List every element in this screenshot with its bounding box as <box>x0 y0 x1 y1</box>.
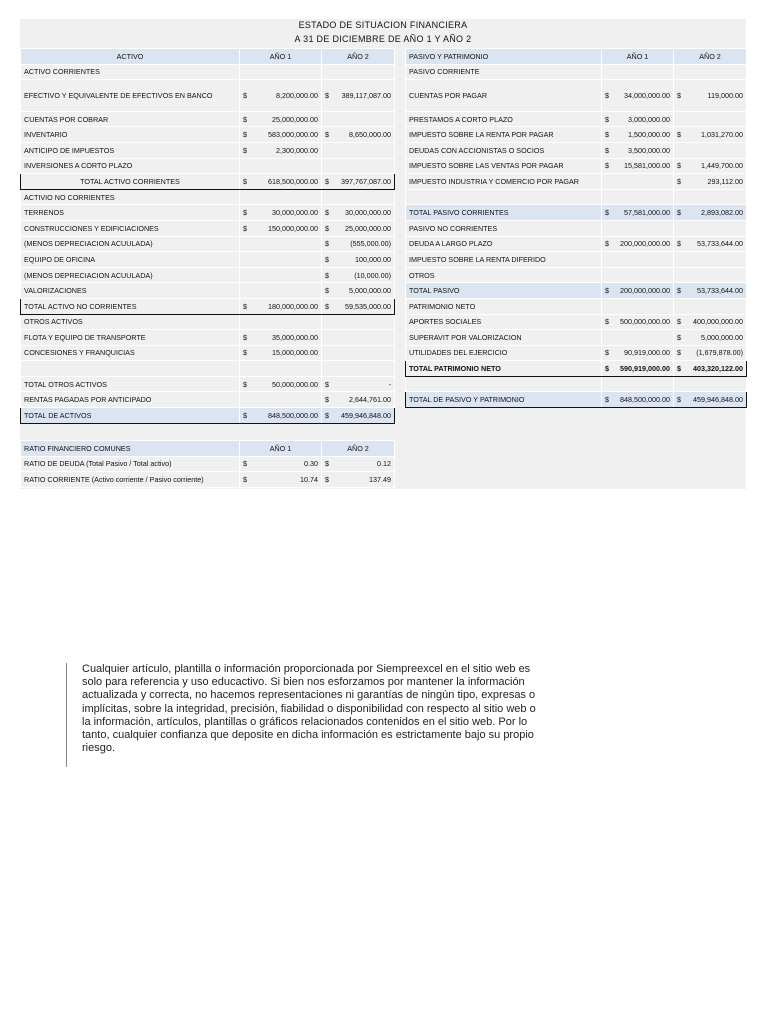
column-header: ACTIVO <box>21 49 240 65</box>
row-label: RATIO CORRIENTE (Activo corriente / Pasivo corriente) <box>21 472 240 488</box>
table-row <box>406 111 747 127</box>
table-row <box>406 252 747 268</box>
currency-symbol: $ <box>677 348 681 358</box>
row-label: TOTAL OTROS ACTIVOS <box>21 376 240 392</box>
currency-symbol: $ <box>677 395 681 405</box>
amount-value: 90,919,000.00 <box>624 348 670 358</box>
amount-cell <box>674 80 747 112</box>
row-label: IMPUESTO SOBRE LA RENTA DIFERIDO <box>406 252 602 268</box>
amount-cell <box>602 345 674 361</box>
row-label: (MENOS DEPRECIACION ACUULADA) <box>21 267 240 283</box>
amount-value: 0.30 <box>304 459 318 469</box>
row-label: TOTAL DE PASIVO Y PATRIMONIO <box>406 392 602 408</box>
table-row <box>406 64 747 80</box>
row-label: TOTAL ACTIVO CORRIENTES <box>21 174 240 190</box>
row-label: ANTICIPO DE IMPUESTOS <box>21 142 240 158</box>
row-label <box>406 189 602 205</box>
table-row <box>21 142 395 158</box>
amount-value: 15,000,000.00 <box>272 348 318 358</box>
row-label: INVERSIONES A CORTO PLAZO <box>21 158 240 174</box>
amount-value: 5,000,000.00 <box>701 332 743 342</box>
amount-value: 1,500,000.00 <box>628 130 670 140</box>
amount-cell <box>322 174 395 190</box>
disclaimer-text: Cualquier artículo, plantilla o información proporcionada por Siempreexcel en el sitio web es solo para referencia y uso educactivo. Si bien nos esforzamos por mantener la información actualizada y correcta, no hacemos representaciones ni garantías de ningún tipo, expresas o implícitas, sobre la integridad, precisión, fiabilidad o disponibilidad con respecto al sitio web o la información, artículos, plantillas o gráficos relacionados contenidos en el sitio web. Por lo tanto, cualquier confianza que deposite en dicha información es estrictamente bajo su propio riesgo. <box>66 663 546 767</box>
amount-cell <box>322 345 395 361</box>
amount-value: 53,733,644.00 <box>697 239 743 249</box>
amount-value: 1,449,700.00 <box>701 161 743 171</box>
table-row <box>406 376 747 392</box>
currency-symbol: $ <box>243 332 247 342</box>
amount-value: 403,320,122.00 <box>693 364 743 374</box>
table-row <box>406 330 747 346</box>
currency-symbol: $ <box>325 223 329 233</box>
amount-cell <box>602 361 674 377</box>
row-label: IMPUESTO SOBRE LA RENTA POR PAGAR <box>406 127 602 143</box>
row-label: DEUDA A LARGO PLAZO <box>406 236 602 252</box>
amount-cell <box>322 472 395 488</box>
table-row <box>21 80 395 112</box>
amount-cell <box>322 392 395 408</box>
amount-value: 8,200,000.00 <box>276 90 318 100</box>
amount-value: 3,000,000.00 <box>628 114 670 124</box>
table-row <box>406 283 747 299</box>
amount-value: 459,946,848.00 <box>341 410 391 420</box>
amount-value: 35,000,000.00 <box>272 332 318 342</box>
ratios-table <box>20 440 395 488</box>
amount-value: 293,112.00 <box>707 176 743 186</box>
currency-symbol: $ <box>605 239 609 249</box>
amount-cell <box>240 205 322 221</box>
currency-symbol: $ <box>605 317 609 327</box>
amount-value: 150,000,000.00 <box>268 223 318 233</box>
amount-cell <box>322 205 395 221</box>
amount-cell <box>674 142 747 158</box>
row-label: APORTES SOCIALES <box>406 314 602 330</box>
amount-cell <box>322 142 395 158</box>
currency-symbol: $ <box>243 130 247 140</box>
row-label: TERRENOS <box>21 205 240 221</box>
row-label: EFECTIVO Y EQUIVALENTE DE EFECTIVOS EN BANCO <box>21 80 240 112</box>
table-row <box>21 252 395 268</box>
amount-value: 15,581,000.00 <box>624 161 670 171</box>
amount-cell <box>240 330 322 346</box>
amount-cell <box>674 174 747 190</box>
currency-symbol: $ <box>605 161 609 171</box>
currency-symbol: $ <box>325 208 329 218</box>
table-row <box>21 392 395 408</box>
row-label <box>406 376 602 392</box>
amount-cell <box>602 205 674 221</box>
row-label: UTILIDADES DEL EJERCICIO <box>406 345 602 361</box>
amount-cell <box>602 392 674 408</box>
currency-symbol: $ <box>677 208 681 218</box>
amount-value: (555,000.00) <box>350 239 391 249</box>
amount-value: (10,000.00) <box>354 270 391 280</box>
row-label: EQUIPO DE OFICINA <box>21 252 240 268</box>
currency-symbol: $ <box>243 348 247 358</box>
currency-symbol: $ <box>677 332 681 342</box>
currency-symbol: $ <box>325 270 329 280</box>
currency-symbol: $ <box>677 364 681 374</box>
amount-value: 2,300,000.00 <box>276 145 318 155</box>
table-row <box>21 314 395 330</box>
currency-symbol: $ <box>605 286 609 296</box>
table-row <box>21 220 395 236</box>
column-header: AÑO 2 <box>674 49 747 65</box>
amount-value: 400,000,000.00 <box>693 317 743 327</box>
table-row <box>21 158 395 174</box>
column-header: AÑO 2 <box>322 441 395 457</box>
amount-cell <box>602 111 674 127</box>
amount-value: 0.12 <box>377 459 391 469</box>
row-label: TOTAL ACTIVO NO CORRIENTES <box>21 298 240 314</box>
amount-value: 500,000,000.00 <box>620 317 670 327</box>
row-label: RATIO DE DEUDA (Total Pasivo / Total activo) <box>21 456 240 472</box>
amount-value: 59,535,000.00 <box>345 301 391 311</box>
row-label: PRESTAMOS A CORTO PLAZO <box>406 111 602 127</box>
column-header: AÑO 1 <box>602 49 674 65</box>
currency-symbol: $ <box>677 90 681 100</box>
amount-cell <box>602 158 674 174</box>
column-header: AÑO 1 <box>240 441 322 457</box>
table-row <box>21 361 395 377</box>
row-label: IMPUESTO SOBRE LAS VENTAS POR PAGAR <box>406 158 602 174</box>
table-row <box>406 236 747 252</box>
currency-symbol: $ <box>243 379 247 389</box>
row-label: PASIVO CORRIENTE <box>406 64 602 80</box>
table-row <box>406 314 747 330</box>
amount-cell <box>240 298 322 314</box>
amount-value: 100,000.00 <box>355 254 391 264</box>
amount-cell <box>674 361 747 377</box>
currency-symbol: $ <box>243 90 247 100</box>
column-header: AÑO 2 <box>322 49 395 65</box>
amount-cell <box>240 283 322 299</box>
amount-cell <box>674 392 747 408</box>
table-row <box>406 345 747 361</box>
amount-cell <box>674 252 747 268</box>
amount-cell <box>322 330 395 346</box>
row-label <box>21 361 240 377</box>
amount-value: 25,000,000.00 <box>272 114 318 124</box>
table-row <box>21 205 395 221</box>
amount-cell <box>322 252 395 268</box>
currency-symbol: $ <box>243 145 247 155</box>
table-row <box>21 298 395 314</box>
table-row <box>21 456 395 472</box>
row-label: CUENTAS POR COBRAR <box>21 111 240 127</box>
table-row <box>21 267 395 283</box>
currency-symbol: $ <box>605 130 609 140</box>
amount-value: 53,733,644.00 <box>697 286 743 296</box>
currency-symbol: $ <box>243 410 247 420</box>
amount-cell <box>602 267 674 283</box>
table-row <box>406 80 747 112</box>
amount-cell <box>322 158 395 174</box>
table-row <box>21 236 395 252</box>
amount-cell <box>674 158 747 174</box>
amount-value: 397,767,087.00 <box>341 176 391 186</box>
amount-cell <box>240 392 322 408</box>
amount-value: 180,000,000.00 <box>268 301 318 311</box>
amount-value: 2,893,082.00 <box>701 208 743 218</box>
table-row <box>21 174 395 190</box>
currency-symbol: $ <box>243 176 247 186</box>
amount-value: 459,946,848.00 <box>693 395 743 405</box>
amount-value: 119,000.00 <box>707 90 743 100</box>
column-header: AÑO 1 <box>240 49 322 65</box>
currency-symbol: $ <box>243 459 247 469</box>
amount-cell <box>240 80 322 112</box>
currency-symbol: $ <box>325 410 329 420</box>
table-row <box>406 189 747 205</box>
row-label: TOTAL PASIVO <box>406 283 602 299</box>
row-label: TOTAL DE ACTIVOS <box>21 408 240 424</box>
currency-symbol: $ <box>677 317 681 327</box>
amount-cell <box>602 252 674 268</box>
amount-cell <box>240 472 322 488</box>
row-label: PASIVO NO CORRIENTES <box>406 220 602 236</box>
currency-symbol: $ <box>325 395 329 405</box>
amount-value: 34,000,000.00 <box>624 90 670 100</box>
row-label: ACTIVIO NO CORRIENTES <box>21 189 240 205</box>
currency-symbol: $ <box>243 114 247 124</box>
assets-table <box>20 48 395 424</box>
table-row <box>406 392 747 408</box>
row-label: OTROS <box>406 267 602 283</box>
currency-symbol: $ <box>605 395 609 405</box>
amount-cell <box>240 127 322 143</box>
currency-symbol: $ <box>325 130 329 140</box>
table-row <box>21 472 395 488</box>
amount-value: 583,000,000.00 <box>268 130 318 140</box>
amount-cell <box>674 236 747 252</box>
amount-value: 590,919,000.00 <box>620 364 670 374</box>
table-row <box>406 174 747 190</box>
table-row <box>406 205 747 221</box>
amount-cell <box>674 127 747 143</box>
column-header: RATIO FINANCIERO COMUNES <box>21 441 240 457</box>
column-header: PASIVO Y PATRIMONIO <box>406 49 602 65</box>
report-title: ESTADO DE SITUACION FINANCIERA <box>298 20 468 30</box>
amount-cell <box>240 252 322 268</box>
amount-cell <box>240 267 322 283</box>
currency-symbol: $ <box>325 474 329 484</box>
amount-cell <box>674 111 747 127</box>
amount-value: 50,000,000.00 <box>272 379 318 389</box>
row-label: VALORIZACIONES <box>21 283 240 299</box>
currency-symbol: $ <box>325 301 329 311</box>
currency-symbol: $ <box>677 130 681 140</box>
amount-value: 30,000,000.00 <box>345 208 391 218</box>
row-label: TOTAL PATRIMONIO NETO <box>406 361 602 377</box>
amount-value: 10.74 <box>300 474 318 484</box>
amount-cell <box>602 314 674 330</box>
amount-cell <box>322 127 395 143</box>
amount-cell <box>674 283 747 299</box>
amount-cell <box>602 174 674 190</box>
amount-cell <box>322 376 395 392</box>
report-subtitle: A 31 DE DICIEMBRE DE AÑO 1 Y AÑO 2 <box>294 34 472 44</box>
currency-symbol: $ <box>677 286 681 296</box>
amount-cell <box>602 283 674 299</box>
currency-symbol: $ <box>677 161 681 171</box>
amount-value: 137.49 <box>369 474 391 484</box>
amount-cell <box>674 205 747 221</box>
table-row <box>21 127 395 143</box>
amount-cell <box>240 220 322 236</box>
table-row <box>406 220 747 236</box>
currency-symbol: $ <box>677 239 681 249</box>
amount-value: 57,581,000.00 <box>624 208 670 218</box>
amount-cell <box>322 408 395 424</box>
table-row <box>406 158 747 174</box>
currency-symbol: $ <box>325 286 329 296</box>
table-row <box>21 111 395 127</box>
currency-symbol: $ <box>605 364 609 374</box>
currency-symbol: $ <box>325 254 329 264</box>
amount-cell <box>240 236 322 252</box>
amount-cell <box>240 174 322 190</box>
amount-value: 618,500,000.00 <box>268 176 318 186</box>
amount-cell <box>674 314 747 330</box>
table-row <box>21 330 395 346</box>
currency-symbol: $ <box>243 301 247 311</box>
currency-symbol: $ <box>325 176 329 186</box>
row-label: CUENTAS POR PAGAR <box>406 80 602 112</box>
table-row <box>21 64 395 80</box>
amount-value: 30,000,000.00 <box>272 208 318 218</box>
amount-cell <box>674 345 747 361</box>
amount-value: 25,000,000.00 <box>345 223 391 233</box>
amount-value: - <box>388 379 391 389</box>
row-label: TOTAL PASIVO CORRIENTES <box>406 205 602 221</box>
amount-cell <box>322 298 395 314</box>
row-label: OTROS ACTIVOS <box>21 314 240 330</box>
row-label: SUPERAVIT POR VALORIZACION <box>406 330 602 346</box>
amount-value: 2,644,761.00 <box>349 395 391 405</box>
amount-cell <box>240 345 322 361</box>
amount-cell <box>602 236 674 252</box>
currency-symbol: $ <box>605 208 609 218</box>
row-label: DEUDAS CON ACCIONISTAS O SOCIOS <box>406 142 602 158</box>
liabilities-table <box>405 48 747 408</box>
amount-value: 389,117,087.00 <box>341 90 391 100</box>
amount-cell <box>322 267 395 283</box>
currency-symbol: $ <box>325 379 329 389</box>
amount-cell <box>240 376 322 392</box>
amount-cell <box>240 456 322 472</box>
amount-cell <box>240 158 322 174</box>
currency-symbol: $ <box>243 208 247 218</box>
amount-cell <box>602 330 674 346</box>
amount-cell <box>322 111 395 127</box>
amount-cell <box>674 267 747 283</box>
currency-symbol: $ <box>243 223 247 233</box>
currency-symbol: $ <box>325 459 329 469</box>
currency-symbol: $ <box>605 348 609 358</box>
row-label: IMPUESTO INDUSTRIA Y COMERCIO POR PAGAR <box>406 174 602 190</box>
row-label: (MENOS DEPRECIACION ACUULADA) <box>21 236 240 252</box>
amount-cell <box>240 111 322 127</box>
amount-cell <box>674 330 747 346</box>
amount-value: 8,650,000.00 <box>349 130 391 140</box>
currency-symbol: $ <box>325 90 329 100</box>
table-row <box>406 361 747 377</box>
row-label: RENTAS PAGADAS POR ANTICIPADO <box>21 392 240 408</box>
amount-value: 200,000,000.00 <box>620 239 670 249</box>
amount-cell <box>240 408 322 424</box>
table-row <box>21 283 395 299</box>
currency-symbol: $ <box>605 145 609 155</box>
table-row <box>406 267 747 283</box>
amount-value: (1,679,878.00) <box>696 348 743 358</box>
table-row <box>21 345 395 361</box>
table-row <box>406 127 747 143</box>
table-row <box>21 408 395 424</box>
row-label: INVENTARIO <box>21 127 240 143</box>
row-label: CONSTRUCCIONES Y EDIFICIACIONES <box>21 220 240 236</box>
row-label: FLOTA Y EQUIPO DE TRANSPORTE <box>21 330 240 346</box>
amount-cell <box>322 220 395 236</box>
amount-value: 848,500,000.00 <box>268 410 318 420</box>
currency-symbol: $ <box>677 176 681 186</box>
table-row <box>406 142 747 158</box>
amount-cell <box>322 80 395 112</box>
table-row <box>406 298 747 314</box>
currency-symbol: $ <box>243 474 247 484</box>
row-label: CONCESIONES Y FRANQUICIAS <box>21 345 240 361</box>
currency-symbol: $ <box>605 114 609 124</box>
amount-value: 200,000,000.00 <box>620 286 670 296</box>
amount-cell <box>322 283 395 299</box>
row-label: ACTIVO CORRIENTES <box>21 64 240 80</box>
amount-cell <box>602 127 674 143</box>
amount-cell <box>240 142 322 158</box>
amount-value: 5,000,000.00 <box>349 286 391 296</box>
amount-cell <box>602 142 674 158</box>
currency-symbol: $ <box>605 90 609 100</box>
table-row <box>21 189 395 205</box>
amount-value: 1,031,270.00 <box>701 130 743 140</box>
amount-cell <box>322 236 395 252</box>
amount-value: 3,500,000.00 <box>628 145 670 155</box>
row-label: PATRIMONIO NETO <box>406 298 602 314</box>
currency-symbol: $ <box>325 239 329 249</box>
amount-cell <box>322 456 395 472</box>
amount-value: 848,500,000.00 <box>620 395 670 405</box>
amount-cell <box>602 80 674 112</box>
table-row <box>21 376 395 392</box>
